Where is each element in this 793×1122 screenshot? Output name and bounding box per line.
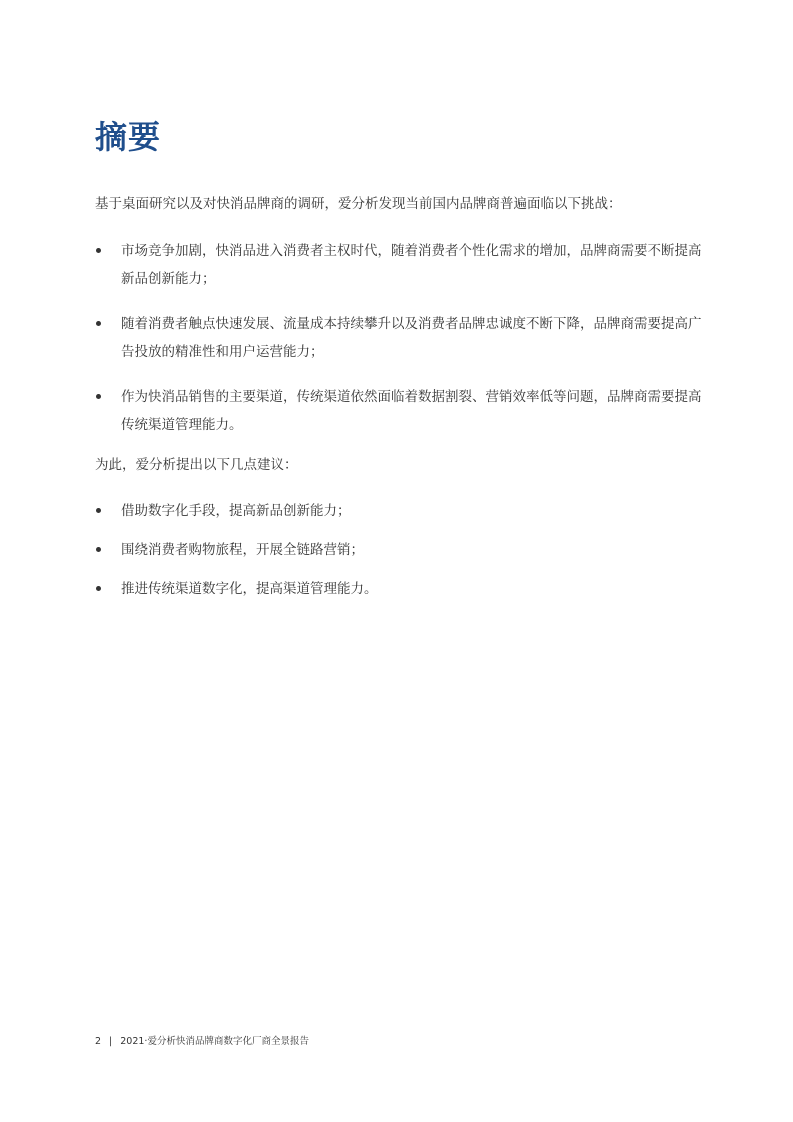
challenge-text: 随着消费者触点快速发展、流量成本持续攀升以及消费者品牌忠诚度不断下降，品牌商需要提高广告投放的精准性和用户运营能力； — [121, 316, 702, 360]
suggestions-list — [95, 497, 705, 614]
list-item — [95, 497, 705, 525]
page-footer — [95, 1035, 309, 1049]
report-title: 2021·爱分析快消品牌商数字化厂商全景报告 — [120, 1036, 309, 1047]
list-item — [95, 237, 705, 293]
bullet-icon — [96, 508, 101, 513]
bullet-icon — [96, 394, 101, 399]
list-item — [95, 575, 705, 603]
bullet-icon — [96, 547, 101, 552]
page-title: 摘要 — [95, 118, 162, 156]
suggestion-text: 借助数字化手段，提高新品创新能力； — [121, 503, 351, 519]
suggestions-intro: 为此，爱分析提出以下几点建议： — [95, 457, 298, 473]
list-item — [95, 310, 705, 366]
list-item — [95, 536, 705, 564]
challenge-text: 市场竞争加剧，快消品进入消费者主权时代，随着消费者个性化需求的增加，品牌商需要不断提高新品创新能力； — [121, 243, 702, 287]
suggestion-text: 围绕消费者购物旅程，开展全链路营销； — [121, 542, 364, 558]
challenges-list — [95, 237, 705, 456]
bullet-icon — [96, 248, 101, 253]
suggestion-text: 推进传统渠道数字化，提高渠道管理能力。 — [121, 581, 378, 597]
bullet-icon — [96, 586, 101, 591]
intro-paragraph: 基于桌面研究以及对快消品牌商的调研，爱分析发现当前国内品牌商普遍面临以下挑战： — [95, 196, 622, 212]
challenge-text: 作为快消品销售的主要渠道，传统渠道依然面临着数据割裂、营销效率低等问题，品牌商需要提高传统渠道管理能力。 — [121, 389, 702, 433]
page-number: 2 — [95, 1036, 102, 1047]
list-item — [95, 383, 705, 439]
bullet-icon — [96, 321, 101, 326]
footer-separator: | — [109, 1036, 113, 1047]
